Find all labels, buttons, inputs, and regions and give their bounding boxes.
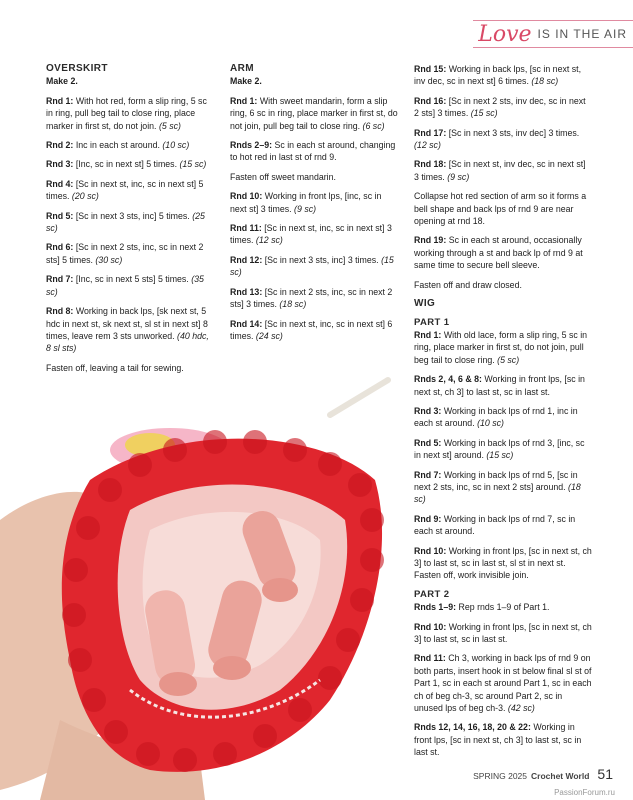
text-span: Working in front lps, [sc in next st, ch 3] to last st, sc in last st.	[414, 621, 592, 645]
round-text	[414, 95, 592, 120]
text-span: Rnd 1:	[230, 95, 258, 106]
round-text	[46, 210, 212, 235]
text-span: Rnd 10:	[230, 191, 263, 202]
round-text	[414, 513, 592, 538]
text-span: Rnds 2, 4, 6 & 8:	[414, 374, 482, 385]
text-span: (25 sc)	[46, 210, 205, 234]
round-text	[46, 178, 212, 203]
text-span: Rnd 10:	[414, 621, 447, 632]
text-span: Working in front lps, [inc, sc in next st] 3 times.	[230, 191, 382, 214]
text-span: With old lace, form a slip ring, 5 sc in ring, place marker in first st, do not join, pull beg tail to close ring.	[414, 329, 588, 365]
text-span: With sweet mandarin, form a slip ring, 6 sc in ring, place marker in first st, do not join, pull beg tail to close ring.	[230, 95, 398, 131]
section-title: OVERSKIRT	[46, 63, 108, 74]
page-number: 51	[597, 766, 613, 782]
text-span: Working in back lps of rnd 1, inc in each st around.	[414, 405, 578, 429]
instruction-text: Collapse hot red section of arm so it forms a bell shape and back lps of rnd 9 are near opening at rnd 18.	[414, 191, 587, 227]
part-title: PART 1	[414, 316, 450, 328]
text-span: [Sc in next st, inc, sc in next st] 3 times.	[230, 223, 392, 246]
text-span: Working in back lps of rnd 7, sc in each st around.	[414, 513, 576, 537]
round-text	[414, 601, 592, 613]
round-text	[46, 158, 212, 170]
text-span: Rnd 7:	[414, 469, 442, 480]
round-text	[414, 158, 592, 183]
round-text	[414, 469, 592, 506]
text-span: Sc in each st around, occasionally working through a st and back lp of rnd 9 at same time to secure bell sleeve.	[414, 235, 583, 271]
round-text	[414, 127, 592, 152]
text-span: Ch 3, working in back lps of rnd 9 on both parts, insert hook in st below final sl st of Part 1, sc in each st around Part 1, sc in each ch of beg ch-3, sc around Part 2, sc in unused lps of beg ch-3.	[414, 653, 592, 714]
round-text	[414, 721, 592, 758]
text-span: Rnd 13:	[230, 286, 263, 297]
text-span: [Inc, sc in next st] 5 times.	[73, 159, 180, 170]
header-badge	[473, 20, 633, 48]
round-text	[414, 545, 592, 582]
text-span: (5 sc)	[158, 120, 181, 131]
round-text	[46, 273, 212, 298]
text-span: Inc in each st around.	[73, 140, 163, 151]
text-span: Rnd 5:	[46, 210, 74, 221]
text-span: (10 sc)	[162, 140, 190, 151]
text-span: Rnds 2–9:	[230, 140, 273, 151]
text-span: (6 sc)	[362, 120, 385, 131]
text-span: (10 sc)	[477, 418, 504, 429]
text-span: Rnds 12, 14, 16, 18, 20 & 22:	[414, 722, 531, 733]
text-span: Rnd 1:	[46, 95, 74, 106]
text-span: (12 sc)	[414, 140, 441, 151]
text-span: Rnd 17:	[414, 127, 447, 138]
round-text	[46, 241, 212, 266]
round-text	[230, 95, 398, 132]
text-span: (30 sc)	[95, 254, 123, 265]
round-text	[414, 373, 592, 398]
text-span: Rnd 7:	[46, 274, 74, 285]
text-span: [Sc in next st, inc, sc in next st] 5 times.	[46, 178, 204, 202]
text-span: [Sc in next 2 sts, inc, sc in next 2 sts] 5 times.	[46, 242, 204, 265]
text-span: Working in front lps, [sc in next st, ch 3] to last st, sc in last st.	[414, 374, 585, 397]
make-count: Make 2.	[46, 76, 78, 87]
round-text	[414, 234, 592, 271]
text-span: Rnd 6:	[46, 242, 74, 253]
text-span: (18 sc)	[531, 76, 559, 87]
text-span: (5 sc)	[497, 354, 520, 365]
round-text	[414, 652, 592, 714]
text-span: Working in back lps of rnd 5, [sc in next 2 sts, inc, sc in next 2 sts] around.	[414, 469, 578, 492]
text-span: Working in back lps, [sc in next st, inv dec, sc in next st] 6 times.	[414, 64, 582, 87]
text-span: [Sc in next 2 sts, inc, sc in next 2 sts] 3 times.	[230, 286, 393, 310]
round-text	[230, 222, 398, 247]
instruction-text: Fasten off sweet mandarin.	[230, 171, 336, 182]
round-text	[230, 139, 398, 164]
text-span: Rnd 9:	[414, 513, 442, 524]
text-span: (18 sc)	[414, 481, 581, 505]
text-span: [Sc in next st, inv dec, sc in next st] 3 times.	[414, 159, 586, 182]
column-arm	[230, 63, 398, 349]
crochet-hook	[330, 380, 388, 415]
round-text	[414, 405, 592, 430]
footer-magazine: Crochet World	[531, 771, 590, 781]
text-span: [Inc, sc in next 5 sts] 5 times.	[73, 274, 192, 285]
text-span: Rnd 16:	[414, 95, 447, 106]
text-span: (24 sc)	[255, 330, 283, 341]
text-span: (35 sc)	[46, 274, 204, 297]
text-span: [Sc in next st, inc, sc in next st] 6 times.	[230, 318, 393, 341]
text-span: (9 sc)	[447, 171, 470, 182]
text-span: (15 sc)	[486, 450, 514, 461]
crochet-photo	[0, 360, 410, 800]
text-span: (15 sc)	[179, 159, 207, 170]
header-rest: IS IN THE AIR	[537, 27, 627, 41]
text-span: (15 sc)	[230, 254, 394, 278]
text-span: Working in front lps, [sc in next st, ch 3] to last st, sc in last st.	[414, 722, 582, 758]
text-span: Working in front lps, [sc in next st, ch 3] to last st, sc in last st, sl st in next st. Fasten off, work invisible join.	[414, 545, 592, 581]
round-text	[414, 63, 592, 88]
text-span: (15 sc)	[470, 108, 498, 119]
round-text	[414, 329, 592, 366]
text-span: With hot red, form a slip ring, 5 sc in ring, pull beg tail to close ring, place marker in first st, do not join.	[46, 95, 207, 131]
round-text	[46, 139, 212, 151]
text-span: (40 hdc, 8 sl sts)	[46, 330, 209, 354]
text-span: Rnd 18:	[414, 159, 447, 170]
round-text	[414, 621, 592, 646]
text-span: Rnd 11:	[230, 223, 262, 234]
text-span: Rnd 11:	[414, 653, 446, 664]
round-text	[230, 286, 398, 311]
column-overskirt	[46, 63, 212, 381]
text-span: Rnd 19:	[414, 235, 447, 246]
text-span: [Sc in next 3 sts, inc] 5 times.	[73, 210, 193, 221]
instruction-text: Fasten off and draw closed.	[414, 279, 522, 290]
footer-season: SPRING 2025	[473, 771, 528, 781]
round-text	[46, 95, 212, 132]
text-span: Rnd 4:	[46, 178, 74, 189]
round-text	[414, 437, 592, 462]
text-span: Rnd 15:	[414, 64, 447, 74]
text-span: Rnd 10:	[414, 545, 447, 556]
instruction-text: Fasten off, leaving a tail for sewing.	[46, 362, 184, 373]
round-text	[230, 254, 398, 279]
text-span: (18 sc)	[279, 299, 307, 310]
text-span: [Sc in next 3 sts, inv dec] 3 times.	[446, 127, 580, 138]
text-span: Rnd 12:	[230, 254, 263, 265]
text-span: Working in back lps of rnd 3, [inc, sc in next st] around.	[414, 437, 585, 461]
make-count: Make 2.	[230, 76, 262, 87]
text-span: Rnd 2:	[46, 140, 74, 151]
text-span: Rnd 8:	[46, 306, 74, 317]
part-title: PART 2	[414, 588, 450, 600]
text-span: (12 sc)	[255, 235, 283, 246]
text-span: Rnd 5:	[414, 437, 442, 448]
section-title: WIG	[414, 298, 436, 310]
text-span: (20 sc)	[71, 191, 99, 202]
text-span: Working in back lps, [sk next st, 5 hdc in next st, sk next st, sl st in next st] 8 times, leave rem 3 sts unworked.	[46, 306, 208, 341]
text-span: (9 sc)	[294, 203, 317, 214]
text-span: Sc in each st around, changing to hot red in last st of rnd 9.	[230, 140, 396, 163]
text-span: Rnd 14:	[230, 318, 263, 329]
round-text	[230, 318, 398, 343]
text-span: Rnd 3:	[46, 159, 74, 170]
page-footer	[473, 766, 613, 782]
watermark: PassionForum.ru	[554, 788, 615, 797]
text-span: (42 sc)	[507, 703, 535, 714]
text-span: [Sc in next 2 sts, inv dec, sc in next 2 sts] 3 times.	[414, 95, 586, 119]
text-span: Rnd 1:	[414, 329, 442, 340]
header-love: Love	[478, 21, 532, 47]
text-span: Rnd 3:	[414, 405, 442, 416]
text-span: Rep rnds 1–9 of Part 1.	[456, 602, 550, 613]
round-text	[230, 190, 398, 215]
text-span: Rnds 1–9:	[414, 602, 457, 613]
round-text	[46, 305, 212, 355]
section-title: ARM	[230, 63, 254, 74]
column-arm-wig	[414, 63, 592, 766]
text-span: [Sc in next 3 sts, inc] 3 times.	[262, 254, 382, 265]
